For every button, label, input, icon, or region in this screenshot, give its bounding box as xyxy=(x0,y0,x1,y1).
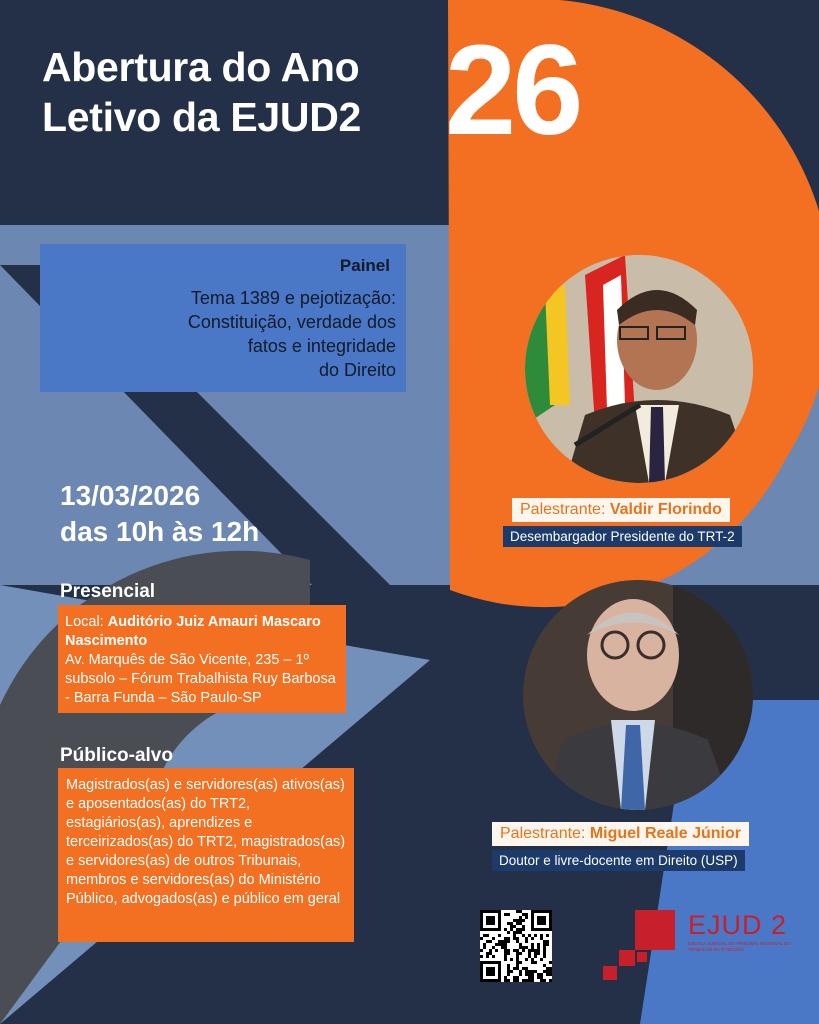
title-line-2: Letivo da EJUD2 xyxy=(42,94,362,140)
panel-box xyxy=(40,244,406,392)
qr-code-pattern xyxy=(480,910,552,982)
event-date: 13/03/2026 xyxy=(60,480,201,511)
location-prefix: Local: xyxy=(65,614,108,630)
speaker2-prefix: Palestrante: xyxy=(500,825,590,842)
audience-box: Magistrados(as) e servidores(as) ativos(as) e aposentados(as) do TRT2, estagiários(as), aprendizes e terceirizados(as) do TRT2, magistrados(as) e servidores(as) de outros Tribunais, membros e servidores(as) do Ministério Público, advogados(as) e público em geral xyxy=(58,768,354,942)
speaker2-role: Doutor e livre-docente em Direito (USP) xyxy=(492,850,745,871)
presencial-heading: Presencial xyxy=(60,581,156,602)
speaker1-name: Valdir Florindo xyxy=(609,501,722,518)
speaker1-photo xyxy=(525,255,753,483)
year-number: 26 xyxy=(445,19,580,162)
location-address: Av. Marquês de São Vicente, 235 – 1º subsolo – Fórum Trabalhista Ruy Barbosa - Barra Funda – São Paulo-SP xyxy=(65,652,336,706)
speaker1-label xyxy=(512,498,730,522)
speaker2-label xyxy=(492,822,749,846)
audience-heading: Público-alvo xyxy=(60,745,173,766)
logo-text: EJUD 2 xyxy=(688,910,788,940)
speaker1-prefix: Palestrante: xyxy=(520,501,610,518)
speaker1-portrait xyxy=(525,255,753,483)
panel-topic: Tema 1389 e pejotização: Constituição, verdade dos fatos e integridade do Direito xyxy=(187,288,396,380)
logo-subtitle: ESCOLA JUDICIAL DO TRIBUNAL REGIONAL DO TRABALHO DA 2ª REGIÃO xyxy=(688,941,791,952)
speaker2-photo xyxy=(523,580,753,810)
qr-code-icon[interactable] xyxy=(480,910,552,982)
panel-label: Painel xyxy=(339,256,390,275)
speaker2-portrait xyxy=(523,580,753,810)
event-time: das 10h às 12h xyxy=(60,516,260,547)
event-title xyxy=(42,42,361,142)
location-box xyxy=(58,605,346,713)
title-line-1: Abertura do Ano xyxy=(42,44,360,90)
ejud2-logo-icon xyxy=(603,910,683,980)
speaker1-role: Desembargador Presidente do TRT-2 xyxy=(503,526,742,547)
location-name: Auditório Juiz Amauri Mascaro Nascimento xyxy=(65,614,321,649)
event-datetime xyxy=(60,478,259,550)
speaker2-name: Miguel Reale Júnior xyxy=(589,825,741,842)
